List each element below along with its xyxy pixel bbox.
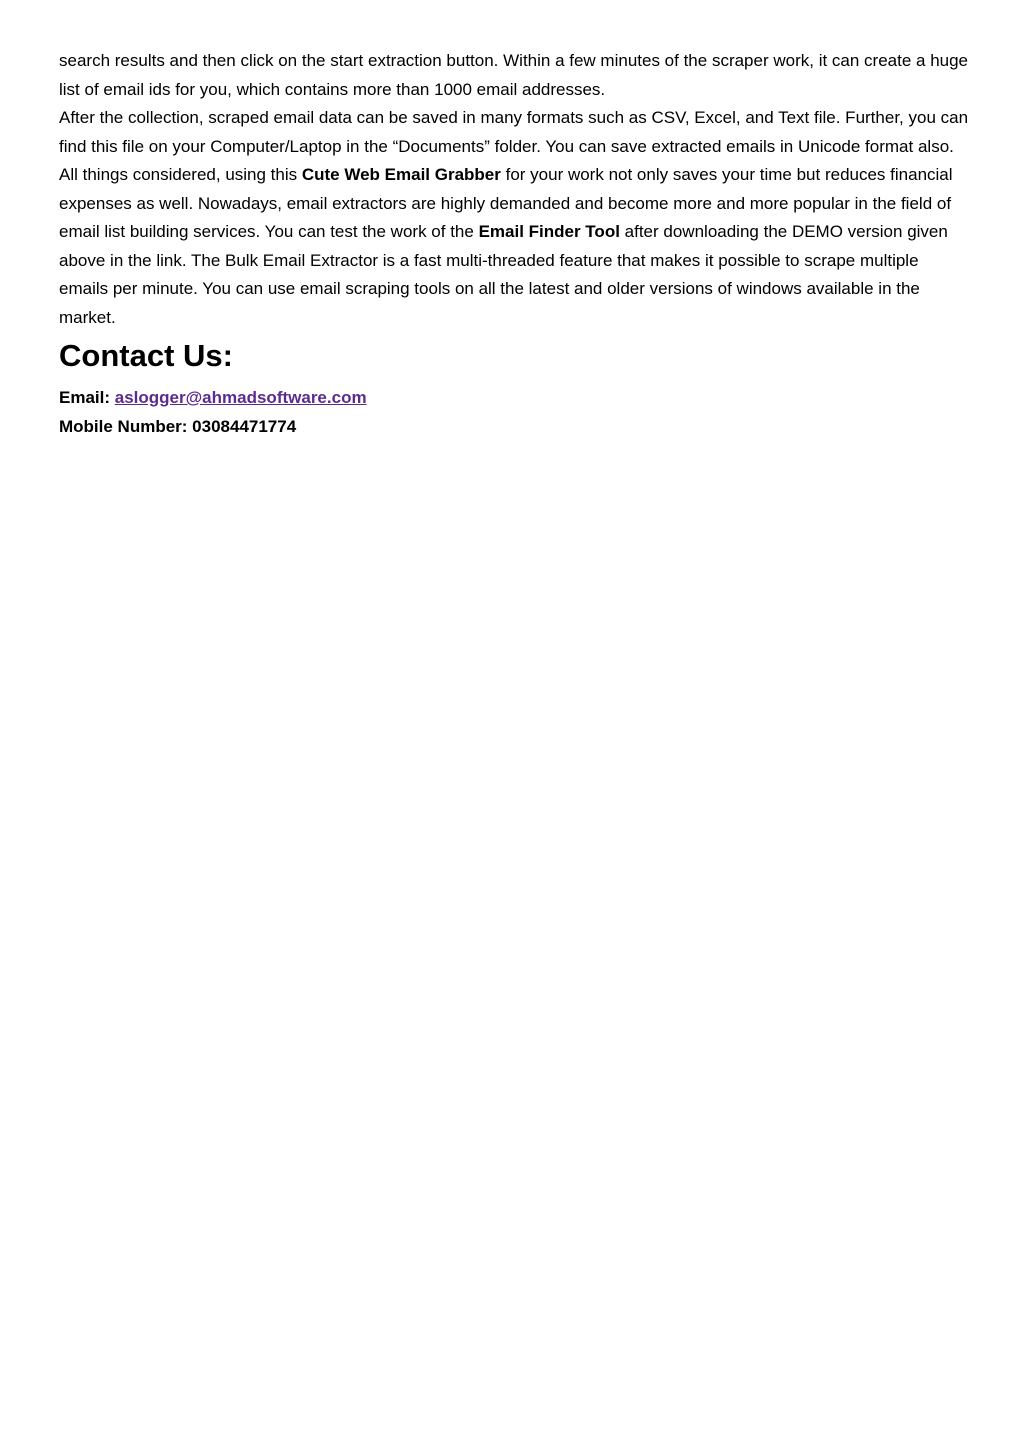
paragraph-text: All things considered, using this <box>59 165 302 184</box>
paragraph-formats: After the collection, scraped email data can be saved in many formats such as CSV, Excel, and Text file. Further, you can find this file on your Computer/Laptop in the “Documents” folder. You can save extracted emails in Unicode format also. <box>59 108 969 156</box>
document-page <box>59 47 969 441</box>
tool-name-bold: Email Finder Tool <box>478 222 620 241</box>
paragraph-extraction: search results and then click on the start extraction button. Within a few minutes of the scraper work, it can create a huge list of email ids for you, which contains more than 1000 email addresses. <box>59 51 969 99</box>
product-name-bold: Cute Web Email Grabber <box>301 165 501 184</box>
email-link[interactable]: aslogger@ahmadsoftware.com <box>114 388 367 407</box>
mobile-number: 03084471774 <box>192 416 297 436</box>
paragraph-text: for your work not only saves your time but reduces financial expenses as well. Nowadays, email extractors are highly demanded and become more and more popular in the field of email list building services. You can test the work of the <box>59 165 953 241</box>
mobile-line <box>59 413 969 442</box>
email-line <box>59 384 969 413</box>
mobile-label: Mobile Number: <box>59 416 193 436</box>
contact-heading: Contact Us: <box>59 338 233 373</box>
paragraph-conclusion <box>59 161 969 332</box>
paragraph-text: after downloading the DEMO version given above in the link. The Bulk Email Extractor is a fast multi-threaded feature that makes it possible to scrape multiple emails per minute. You can use email scraping tools on all the latest and older versions of windows available in the market. <box>59 222 948 327</box>
email-label: Email: <box>59 388 115 407</box>
